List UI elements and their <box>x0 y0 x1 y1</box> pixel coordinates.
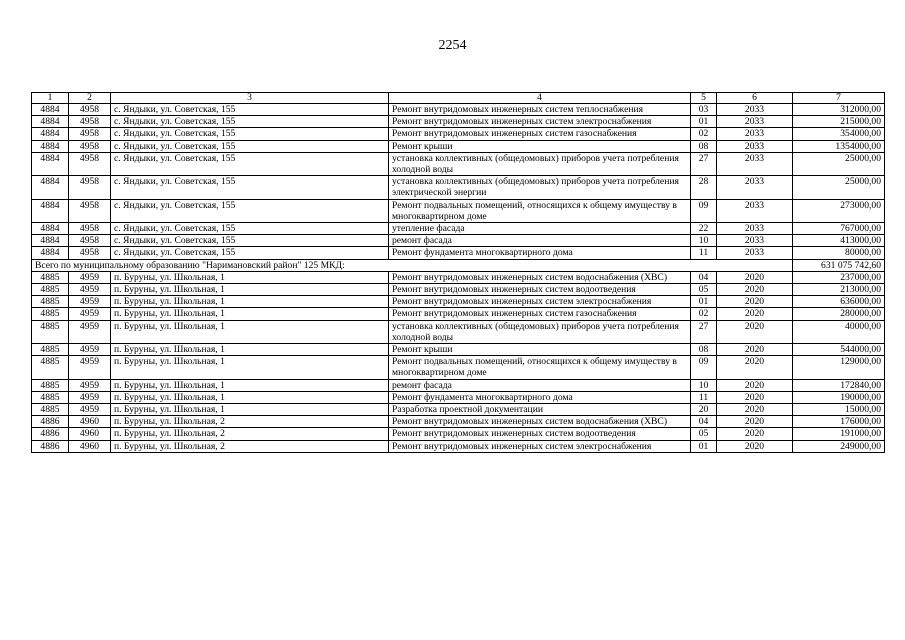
work-code-cell: 11 <box>691 391 717 403</box>
table-row <box>32 284 885 296</box>
work-code-cell: 28 <box>691 176 717 199</box>
house-id: 4960 <box>69 440 111 452</box>
year-cell: 2033 <box>717 152 793 175</box>
table-row <box>32 271 885 283</box>
cost-cell: 249000,00 <box>793 440 885 452</box>
year-cell: 2020 <box>717 284 793 296</box>
work-type-cell: Ремонт внутридомовых инженерных систем водоотведения <box>389 284 691 296</box>
row-number: 4884 <box>32 116 69 128</box>
row-number: 4884 <box>32 223 69 235</box>
work-type-cell: Ремонт фундамента многоквартирного дома <box>389 247 691 259</box>
work-code-cell: 27 <box>691 320 717 343</box>
work-type-cell: Ремонт внутридомовых инженерных систем водоснабжения (ХВС) <box>389 271 691 283</box>
house-id: 4959 <box>69 271 111 283</box>
work-type-cell: утепление фасада <box>389 223 691 235</box>
row-number: 4886 <box>32 428 69 440</box>
work-type-cell: установка коллективных (общедомовых) приборов учета потребления холодной воды <box>389 152 691 175</box>
work-type-cell: Ремонт внутридомовых инженерных систем водоснабжения (ХВС) <box>389 416 691 428</box>
rows-before-total <box>32 104 885 260</box>
work-code-cell: 03 <box>691 104 717 116</box>
row-number: 4885 <box>32 308 69 320</box>
house-id: 4960 <box>69 416 111 428</box>
total-value: 631 075 742,60 <box>793 259 885 271</box>
work-code-cell: 05 <box>691 284 717 296</box>
house-id: 4959 <box>69 308 111 320</box>
column-header: 2 <box>69 93 111 104</box>
row-number: 4885 <box>32 284 69 296</box>
address-cell: п. Буруны, ул. Школьная, 1 <box>111 379 389 391</box>
house-id: 4958 <box>69 247 111 259</box>
column-header: 1 <box>32 93 69 104</box>
work-code-cell: 04 <box>691 416 717 428</box>
address-cell: п. Буруны, ул. Школьная, 1 <box>111 308 389 320</box>
column-header: 5 <box>691 93 717 104</box>
address-cell: с. Яндыки, ул. Советская, 155 <box>111 152 389 175</box>
row-number: 4884 <box>32 104 69 116</box>
work-type-cell: Ремонт внутридомовых инженерных систем электроснабжения <box>389 116 691 128</box>
cost-cell: 273000,00 <box>793 199 885 222</box>
year-cell: 2020 <box>717 379 793 391</box>
table-row <box>32 356 885 379</box>
year-cell: 2020 <box>717 404 793 416</box>
house-id: 4958 <box>69 140 111 152</box>
year-cell: 2033 <box>717 140 793 152</box>
work-type-cell: Ремонт внутридомовых инженерных систем газоснабжения <box>389 308 691 320</box>
row-number: 4884 <box>32 176 69 199</box>
row-number: 4885 <box>32 296 69 308</box>
cost-cell: 190000,00 <box>793 391 885 403</box>
work-type-cell: Ремонт крыши <box>389 344 691 356</box>
work-code-cell: 22 <box>691 223 717 235</box>
year-cell: 2033 <box>717 176 793 199</box>
table-row <box>32 428 885 440</box>
address-cell: п. Буруны, ул. Школьная, 2 <box>111 440 389 452</box>
house-id: 4958 <box>69 176 111 199</box>
address-cell: с. Яндыки, ул. Советская, 155 <box>111 235 389 247</box>
house-id: 4959 <box>69 356 111 379</box>
column-header: 7 <box>793 93 885 104</box>
year-cell: 2033 <box>717 128 793 140</box>
house-id: 4958 <box>69 199 111 222</box>
work-type-cell: Ремонт внутридомовых инженерных систем электроснабжения <box>389 296 691 308</box>
column-number-row <box>32 93 885 104</box>
work-code-cell: 05 <box>691 428 717 440</box>
house-id: 4959 <box>69 320 111 343</box>
house-id: 4959 <box>69 379 111 391</box>
address-cell: п. Буруны, ул. Школьная, 1 <box>111 320 389 343</box>
table-row <box>32 416 885 428</box>
row-number: 4884 <box>32 247 69 259</box>
work-type-cell: Ремонт внутридомовых инженерных систем теплоснабжения <box>389 104 691 116</box>
house-id: 4958 <box>69 128 111 140</box>
table-row <box>32 404 885 416</box>
address-cell: с. Яндыки, ул. Советская, 155 <box>111 199 389 222</box>
year-cell: 2033 <box>717 235 793 247</box>
row-number: 4886 <box>32 440 69 452</box>
address-cell: п. Буруны, ул. Школьная, 1 <box>111 271 389 283</box>
address-cell: с. Яндыки, ул. Советская, 155 <box>111 247 389 259</box>
work-code-cell: 20 <box>691 404 717 416</box>
work-code-cell: 27 <box>691 152 717 175</box>
cost-cell: 354000,00 <box>793 128 885 140</box>
year-cell: 2020 <box>717 428 793 440</box>
row-number: 4885 <box>32 379 69 391</box>
table-row <box>32 104 885 116</box>
house-id: 4958 <box>69 152 111 175</box>
column-header: 3 <box>111 93 389 104</box>
work-type-cell: Ремонт крыши <box>389 140 691 152</box>
column-header: 6 <box>717 93 793 104</box>
year-cell: 2020 <box>717 356 793 379</box>
address-cell: п. Буруны, ул. Школьная, 1 <box>111 296 389 308</box>
cost-cell: 237000,00 <box>793 271 885 283</box>
table-row <box>32 320 885 343</box>
table-row <box>32 199 885 222</box>
cost-cell: 25000,00 <box>793 176 885 199</box>
address-cell: п. Буруны, ул. Школьная, 1 <box>111 404 389 416</box>
rows-after-total <box>32 271 885 452</box>
row-number: 4886 <box>32 416 69 428</box>
house-id: 4959 <box>69 404 111 416</box>
year-cell: 2020 <box>717 271 793 283</box>
year-cell: 2033 <box>717 116 793 128</box>
work-code-cell: 08 <box>691 344 717 356</box>
address-cell: п. Буруны, ул. Школьная, 1 <box>111 356 389 379</box>
cost-cell: 636000,00 <box>793 296 885 308</box>
address-cell: п. Буруны, ул. Школьная, 2 <box>111 428 389 440</box>
page-number: 2254 <box>438 38 467 53</box>
year-cell: 2033 <box>717 223 793 235</box>
work-code-cell: 02 <box>691 128 717 140</box>
cost-cell: 40000,00 <box>793 320 885 343</box>
work-code-cell: 11 <box>691 247 717 259</box>
year-cell: 2033 <box>717 199 793 222</box>
house-id: 4960 <box>69 428 111 440</box>
work-type-cell: ремонт фасада <box>389 379 691 391</box>
row-number: 4885 <box>32 320 69 343</box>
row-number: 4885 <box>32 404 69 416</box>
work-code-cell: 10 <box>691 379 717 391</box>
table-row <box>32 235 885 247</box>
address-cell: с. Яндыки, ул. Советская, 155 <box>111 128 389 140</box>
row-number: 4884 <box>32 128 69 140</box>
cost-cell: 80000,00 <box>793 247 885 259</box>
row-number: 4884 <box>32 199 69 222</box>
work-code-cell: 01 <box>691 296 717 308</box>
address-cell: п. Буруны, ул. Школьная, 1 <box>111 391 389 403</box>
cost-cell: 544000,00 <box>793 344 885 356</box>
row-number: 4885 <box>32 356 69 379</box>
table-row <box>32 247 885 259</box>
table-row <box>32 176 885 199</box>
work-type-cell: Разработка проектной документации <box>389 404 691 416</box>
work-type-cell: ремонт фасада <box>389 235 691 247</box>
cost-cell: 312000,00 <box>793 104 885 116</box>
work-code-cell: 01 <box>691 440 717 452</box>
row-number: 4885 <box>32 344 69 356</box>
row-number: 4884 <box>32 140 69 152</box>
cost-cell: 191000,00 <box>793 428 885 440</box>
year-cell: 2020 <box>717 416 793 428</box>
work-type-cell: установка коллективных (общедомовых) приборов учета потребления электрической энергии <box>389 176 691 199</box>
house-id: 4958 <box>69 235 111 247</box>
year-cell: 2020 <box>717 440 793 452</box>
house-id: 4959 <box>69 391 111 403</box>
work-type-cell: Ремонт подвальных помещений, относящихся к общему имуществу в многоквартирном доме <box>389 199 691 222</box>
cost-cell: 1354000,00 <box>793 140 885 152</box>
house-id: 4959 <box>69 284 111 296</box>
cost-cell: 413000,00 <box>793 235 885 247</box>
table-row <box>32 152 885 175</box>
work-type-cell: Ремонт внутридомовых инженерных систем водоотведения <box>389 428 691 440</box>
address-cell: п. Буруны, ул. Школьная, 1 <box>111 284 389 296</box>
house-id: 4958 <box>69 223 111 235</box>
column-header: 4 <box>389 93 691 104</box>
table-row <box>32 128 885 140</box>
year-cell: 2020 <box>717 296 793 308</box>
table-row <box>32 308 885 320</box>
table-row <box>32 344 885 356</box>
address-cell: с. Яндыки, ул. Советская, 155 <box>111 104 389 116</box>
address-cell: с. Яндыки, ул. Советская, 155 <box>111 140 389 152</box>
year-cell: 2020 <box>717 320 793 343</box>
cost-cell: 25000,00 <box>793 152 885 175</box>
address-cell: п. Буруны, ул. Школьная, 2 <box>111 416 389 428</box>
row-number: 4884 <box>32 235 69 247</box>
repair-program-table <box>31 92 885 453</box>
table-row <box>32 391 885 403</box>
work-type-cell: Ремонт внутридомовых инженерных систем электроснабжения <box>389 440 691 452</box>
address-cell: с. Яндыки, ул. Советская, 155 <box>111 176 389 199</box>
total-section <box>32 259 885 271</box>
work-code-cell: 08 <box>691 140 717 152</box>
cost-cell: 172840,00 <box>793 379 885 391</box>
address-cell: п. Буруны, ул. Школьная, 1 <box>111 344 389 356</box>
year-cell: 2033 <box>717 247 793 259</box>
cost-cell: 215000,00 <box>793 116 885 128</box>
table-row <box>32 223 885 235</box>
work-code-cell: 04 <box>691 271 717 283</box>
year-cell: 2020 <box>717 308 793 320</box>
row-number: 4885 <box>32 391 69 403</box>
work-type-cell: установка коллективных (общедомовых) приборов учета потребления холодной воды <box>389 320 691 343</box>
row-number: 4884 <box>32 152 69 175</box>
year-cell: 2020 <box>717 391 793 403</box>
table-row <box>32 296 885 308</box>
total-label: Всего по муниципальному образованию "Наримановский район" 125 МКД: <box>32 259 793 271</box>
work-type-cell: Ремонт фундамента многоквартирного дома <box>389 391 691 403</box>
year-cell: 2020 <box>717 344 793 356</box>
house-id: 4958 <box>69 116 111 128</box>
table-row <box>32 140 885 152</box>
table-row <box>32 116 885 128</box>
work-type-cell: Ремонт внутридомовых инженерных систем газоснабжения <box>389 128 691 140</box>
table-row <box>32 379 885 391</box>
work-code-cell: 01 <box>691 116 717 128</box>
municipality-total-row <box>32 259 885 271</box>
cost-cell: 129000,00 <box>793 356 885 379</box>
cost-cell: 15000,00 <box>793 404 885 416</box>
house-id: 4959 <box>69 344 111 356</box>
work-type-cell: Ремонт подвальных помещений, относящихся к общему имуществу в многоквартирном доме <box>389 356 691 379</box>
address-cell: с. Яндыки, ул. Советская, 155 <box>111 116 389 128</box>
year-cell: 2033 <box>717 104 793 116</box>
work-code-cell: 09 <box>691 199 717 222</box>
table-row <box>32 440 885 452</box>
house-id: 4958 <box>69 104 111 116</box>
work-code-cell: 02 <box>691 308 717 320</box>
work-code-cell: 09 <box>691 356 717 379</box>
cost-cell: 280000,00 <box>793 308 885 320</box>
cost-cell: 176000,00 <box>793 416 885 428</box>
house-id: 4959 <box>69 296 111 308</box>
cost-cell: 767000,00 <box>793 223 885 235</box>
work-code-cell: 10 <box>691 235 717 247</box>
row-number: 4885 <box>32 271 69 283</box>
cost-cell: 213000,00 <box>793 284 885 296</box>
address-cell: с. Яндыки, ул. Советская, 155 <box>111 223 389 235</box>
